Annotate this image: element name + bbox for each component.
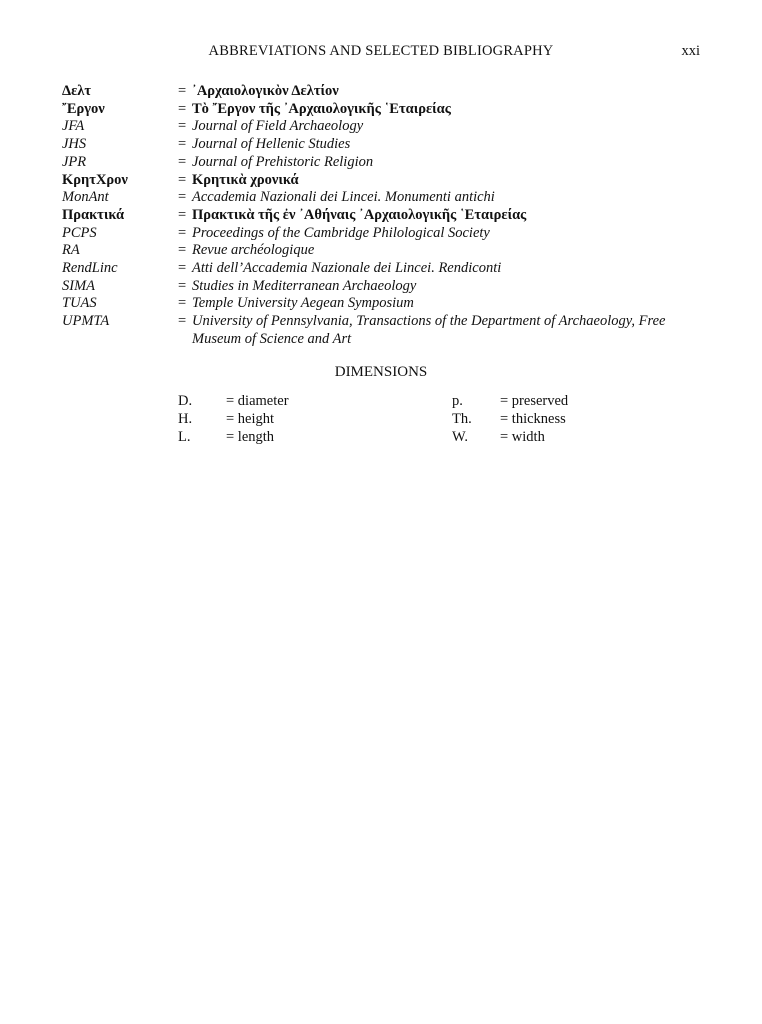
dimension-row	[178, 410, 289, 428]
abbreviation-term: UPMTA	[62, 313, 110, 330]
abbreviation-row	[62, 242, 702, 260]
dimension-meaning: = height	[226, 411, 275, 427]
abbreviation-definition	[178, 136, 702, 154]
abbreviation-row	[62, 278, 702, 296]
dimension-abbreviation: p.	[452, 393, 463, 409]
definition-text: Revue archéologique	[192, 242, 315, 259]
abbreviation-definition	[178, 313, 702, 348]
definition-text: Proceedings of the Cambridge Philological Society	[192, 224, 490, 241]
abbreviation-term: ΚρητΧρον	[62, 171, 128, 188]
abbreviation-list	[62, 83, 702, 349]
dimension-meaning: = length	[226, 429, 275, 445]
dimension-row	[178, 392, 289, 410]
equals-sign: =	[178, 189, 187, 206]
definition-text: Journal of Field Archaeology	[192, 118, 364, 135]
abbreviation-definition	[178, 278, 702, 296]
abbreviation-row	[62, 295, 702, 313]
abbreviation-term: SIMA	[62, 277, 96, 294]
abbreviation-row	[62, 260, 702, 278]
equals-sign: =	[178, 260, 187, 277]
abbreviation-row	[62, 172, 702, 190]
abbreviation-term: MonAnt	[62, 189, 109, 206]
equals-sign: =	[178, 206, 187, 223]
abbreviation-row	[62, 207, 702, 225]
dimension-abbreviation: H.	[178, 411, 193, 427]
equals-sign: =	[178, 171, 187, 188]
definition-text: University of Pennsylvania, Transactions of the Department of Archaeology, Free Museum of Science and Art	[192, 313, 666, 347]
abbreviation-definition	[178, 101, 702, 119]
definition-text: Atti dell’Accademia Nazionale dei Lincei. Rendiconti	[192, 260, 502, 277]
abbreviation-definition	[178, 189, 702, 207]
dimension-row	[452, 410, 568, 428]
abbreviation-term: PCPS	[62, 224, 97, 241]
abbreviation-term: Δελτ	[62, 83, 92, 99]
dimensions-heading: DIMENSIONS	[334, 364, 428, 380]
definition-text: Studies in Mediterranean Archaeology	[192, 277, 417, 294]
definition-text: Accademia Nazionali dei Lincei. Monumenti antichi	[192, 189, 495, 206]
abbreviation-term: JHS	[62, 136, 87, 153]
definition-text: Journal of Prehistoric Religion	[192, 153, 374, 170]
abbreviation-definition	[178, 154, 702, 172]
abbreviation-definition	[178, 295, 702, 313]
abbreviation-definition	[178, 83, 702, 101]
abbreviation-term: JFA	[62, 118, 85, 135]
definition-text: Κρητικὰ χρονικά	[192, 171, 299, 188]
equals-sign: =	[178, 277, 187, 294]
dimension-meaning: = width	[500, 429, 545, 445]
dimension-row	[178, 428, 289, 446]
equals-sign: =	[178, 295, 187, 312]
dimensions-left-column	[178, 392, 289, 446]
abbreviation-row	[62, 313, 702, 348]
dimension-row	[452, 428, 568, 446]
equals-sign: =	[178, 83, 187, 99]
equals-sign: =	[178, 242, 187, 259]
dimension-abbreviation: D.	[178, 393, 193, 409]
dimension-meaning: = diameter	[226, 393, 289, 409]
page-number: xxi	[681, 43, 700, 59]
abbreviation-row	[62, 101, 702, 119]
abbreviation-definition	[178, 172, 702, 190]
definition-text: Τὸ ῎Εργον τῆς ᾿Αρχαιολογικῆς ῾Εταιρείας	[192, 100, 451, 117]
definition-text: ᾿Αρχαιολογικὸν Δελτίον	[192, 83, 339, 99]
abbreviation-term: Πρακτικά	[62, 206, 125, 223]
abbreviation-term: ῎Εργον	[62, 100, 105, 117]
abbreviation-row	[62, 118, 702, 136]
abbreviation-definition	[178, 260, 702, 278]
running-header-title: ABBREVIATIONS AND SELECTED BIBLIOGRAPHY	[208, 43, 554, 59]
abbreviation-definition	[178, 225, 702, 243]
abbreviation-row	[62, 154, 702, 172]
dimension-row	[452, 392, 568, 410]
abbreviation-definition	[178, 118, 702, 136]
dimension-meaning: = thickness	[500, 411, 566, 427]
abbreviation-term: TUAS	[62, 295, 97, 312]
abbreviation-row	[62, 136, 702, 154]
abbreviation-term: RA	[62, 242, 80, 259]
definition-text: Πρακτικὰ τῆς ἐν ᾿Αθήναις ᾿Αρχαιολογικῆς ῾Εταιρείας	[192, 206, 527, 223]
dimension-meaning: = preserved	[500, 393, 569, 409]
dimension-abbreviation: W.	[452, 429, 468, 445]
abbreviation-definition	[178, 242, 702, 260]
abbreviation-row	[62, 83, 702, 101]
definition-text: Temple University Aegean Symposium	[192, 295, 414, 312]
equals-sign: =	[178, 313, 187, 330]
equals-sign: =	[178, 153, 187, 170]
abbreviation-row	[62, 189, 702, 207]
equals-sign: =	[178, 100, 187, 117]
abbreviation-row	[62, 225, 702, 243]
abbreviation-definition	[178, 207, 702, 225]
abbreviation-term: JPR	[62, 153, 87, 170]
dimensions-right-column	[452, 392, 568, 446]
dimension-abbreviation: L.	[178, 429, 191, 445]
equals-sign: =	[178, 136, 187, 153]
abbreviation-term: RendLinc	[62, 260, 118, 277]
equals-sign: =	[178, 224, 187, 241]
definition-text: Journal of Hellenic Studies	[192, 136, 351, 153]
dimension-abbreviation: Th.	[452, 411, 472, 427]
equals-sign: =	[178, 118, 187, 135]
